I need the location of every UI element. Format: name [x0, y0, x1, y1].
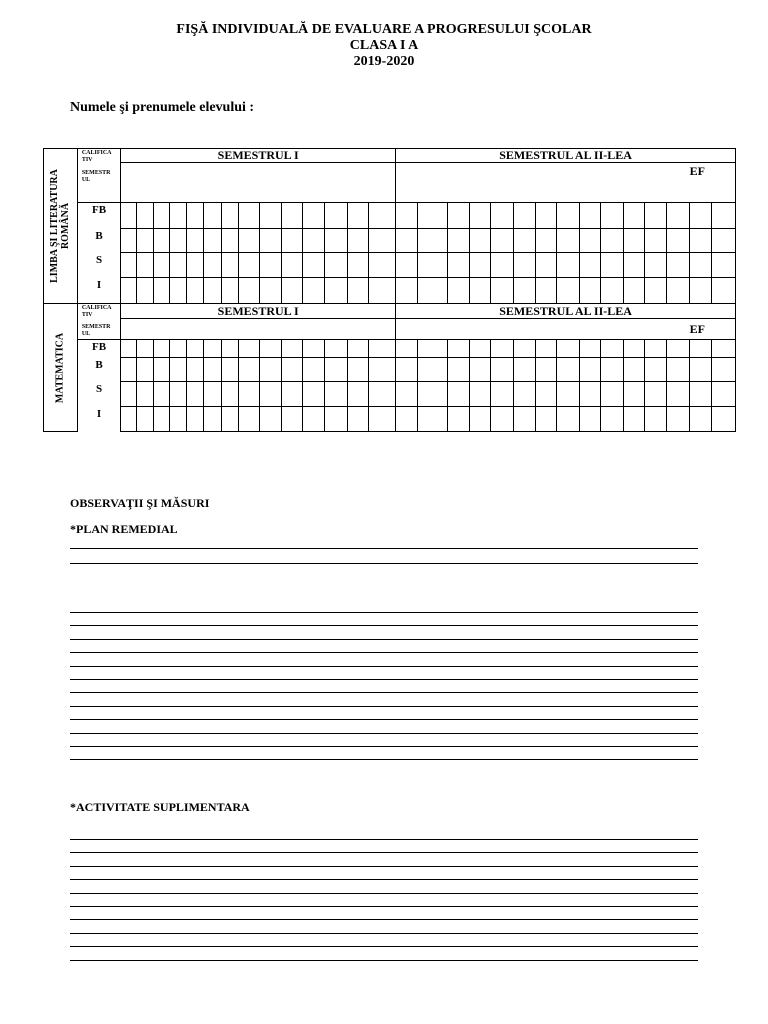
grade-cell[interactable] — [325, 407, 347, 432]
label-semestrul: SEMESTR UL — [81, 170, 111, 183]
semester-2-header: SEMESTRUL AL II-LEA — [396, 149, 736, 163]
grade-cell[interactable] — [601, 229, 623, 253]
grade-cell[interactable] — [712, 358, 736, 382]
grade-cell[interactable] — [368, 358, 396, 382]
subject-name — [44, 304, 78, 432]
grade-cell[interactable] — [690, 278, 712, 304]
grade-cell[interactable] — [303, 278, 325, 304]
grade-cell[interactable] — [259, 229, 281, 253]
writing-line[interactable] — [70, 866, 698, 867]
grade-cell[interactable] — [325, 278, 347, 304]
grade-cell[interactable] — [491, 340, 513, 358]
grade-cell[interactable] — [396, 203, 418, 229]
grade-cell[interactable] — [601, 382, 623, 407]
writing-line[interactable] — [70, 960, 698, 961]
grade-label-b: B — [77, 358, 120, 382]
grade-cell[interactable] — [368, 382, 396, 407]
subject-name-text — [55, 332, 66, 402]
grade-cell[interactable] — [259, 203, 281, 229]
grade-cell[interactable] — [470, 203, 491, 229]
grade-cell[interactable] — [203, 253, 221, 278]
grade-cell[interactable] — [221, 253, 238, 278]
grade-cell[interactable] — [556, 203, 579, 229]
writing-line[interactable] — [70, 706, 698, 707]
semester-1-blank — [121, 163, 396, 203]
subject-name-line-1: MATEMATICA — [54, 332, 66, 403]
grade-cell[interactable] — [121, 340, 137, 358]
grade-cell[interactable] — [221, 203, 238, 229]
grade-cell[interactable] — [137, 278, 154, 304]
grade-cell[interactable] — [137, 253, 154, 278]
grade-cell[interactable] — [281, 229, 302, 253]
writing-line[interactable] — [70, 639, 698, 640]
grade-cell[interactable] — [690, 253, 712, 278]
grade-cell[interactable] — [121, 229, 137, 253]
grade-cell[interactable] — [396, 407, 418, 432]
grade-cell[interactable] — [690, 358, 712, 382]
grade-cell[interactable] — [238, 253, 259, 278]
grade-cell[interactable] — [601, 340, 623, 358]
grade-cell[interactable] — [535, 382, 556, 407]
grade-label-i: I — [77, 278, 120, 304]
grade-cell[interactable] — [580, 358, 601, 382]
grade-cell[interactable] — [666, 253, 689, 278]
grade-cell[interactable] — [666, 407, 689, 432]
grade-cell[interactable] — [513, 340, 535, 358]
grade-cell[interactable] — [535, 278, 556, 304]
grade-cell[interactable] — [153, 253, 169, 278]
grade-cell[interactable] — [221, 340, 238, 358]
grade-cell[interactable] — [666, 203, 689, 229]
grade-cell[interactable] — [169, 253, 186, 278]
grade-cell[interactable] — [347, 253, 368, 278]
grade-cell[interactable] — [712, 253, 736, 278]
grade-cell[interactable] — [303, 340, 325, 358]
grade-cell[interactable] — [368, 407, 396, 432]
grade-label-s: S — [77, 382, 120, 407]
grade-cell[interactable] — [418, 253, 448, 278]
grade-cell[interactable] — [418, 229, 448, 253]
grade-cell[interactable] — [644, 278, 666, 304]
writing-line[interactable] — [70, 733, 698, 734]
grade-cell[interactable] — [580, 407, 601, 432]
grade-cell[interactable] — [535, 253, 556, 278]
grade-cell[interactable] — [238, 278, 259, 304]
grade-cell[interactable] — [470, 407, 491, 432]
grade-cell[interactable] — [556, 278, 579, 304]
grade-cell[interactable] — [447, 203, 469, 229]
grade-cell[interactable] — [513, 203, 535, 229]
grade-cell[interactable] — [281, 340, 302, 358]
grade-cell[interactable] — [623, 382, 644, 407]
grade-cell[interactable] — [712, 382, 736, 407]
grade-cell[interactable] — [556, 382, 579, 407]
grade-cell[interactable] — [203, 382, 221, 407]
grade-cell[interactable] — [418, 278, 448, 304]
grade-cell[interactable] — [556, 358, 579, 382]
grade-cell[interactable] — [186, 340, 203, 358]
grade-cell[interactable] — [690, 340, 712, 358]
grade-cell[interactable] — [712, 407, 736, 432]
grade-cell[interactable] — [169, 229, 186, 253]
grade-cell[interactable] — [303, 203, 325, 229]
subject-name — [44, 149, 78, 304]
subject-table-romanian — [43, 148, 736, 304]
grade-cell[interactable] — [601, 278, 623, 304]
grade-cell[interactable] — [666, 278, 689, 304]
grade-cell[interactable] — [601, 358, 623, 382]
grade-cell[interactable] — [580, 253, 601, 278]
grade-cell[interactable] — [153, 229, 169, 253]
grade-cell[interactable] — [347, 358, 368, 382]
grade-cell[interactable] — [513, 229, 535, 253]
grade-cell[interactable] — [396, 382, 418, 407]
grade-cell[interactable] — [666, 358, 689, 382]
writing-line[interactable] — [70, 746, 698, 747]
grade-cell[interactable] — [690, 229, 712, 253]
semester-1-header: SEMESTRUL I — [121, 304, 396, 319]
grade-cell[interactable] — [368, 253, 396, 278]
student-name-label: Numele şi prenumele elevului : — [70, 100, 255, 115]
grade-cell[interactable] — [601, 407, 623, 432]
grade-cell[interactable] — [259, 358, 281, 382]
writing-line[interactable] — [70, 839, 698, 840]
grade-cell[interactable] — [666, 229, 689, 253]
grade-cell[interactable] — [396, 253, 418, 278]
writing-line[interactable] — [70, 893, 698, 894]
grade-cell[interactable] — [623, 340, 644, 358]
grade-cell[interactable] — [238, 407, 259, 432]
grade-cell[interactable] — [153, 340, 169, 358]
grade-cell[interactable] — [221, 407, 238, 432]
grade-cell[interactable] — [556, 340, 579, 358]
grade-cell[interactable] — [169, 382, 186, 407]
grade-cell[interactable] — [535, 340, 556, 358]
grade-cell[interactable] — [186, 382, 203, 407]
grade-cell[interactable] — [368, 278, 396, 304]
grade-cell[interactable] — [491, 358, 513, 382]
grade-cell[interactable] — [325, 253, 347, 278]
grade-cell[interactable] — [153, 382, 169, 407]
grade-cell[interactable] — [580, 340, 601, 358]
grade-cell[interactable] — [580, 278, 601, 304]
grade-cell[interactable] — [690, 407, 712, 432]
writing-line[interactable] — [70, 933, 698, 934]
grade-cell[interactable] — [712, 203, 736, 229]
subject-name-line-1: LIMBA ŞI LITERATURA — [49, 169, 61, 283]
grade-cell[interactable] — [259, 340, 281, 358]
grade-cell[interactable] — [186, 278, 203, 304]
grade-cell[interactable] — [169, 407, 186, 432]
grade-cell[interactable] — [690, 382, 712, 407]
grade-cell[interactable] — [203, 358, 221, 382]
grade-cell[interactable] — [303, 253, 325, 278]
grade-cell[interactable] — [368, 340, 396, 358]
grade-cell[interactable] — [303, 407, 325, 432]
plan-remedial-label: *PLAN REMEDIAL — [70, 522, 178, 536]
grade-label-b: B — [77, 229, 120, 253]
grade-cell[interactable] — [169, 358, 186, 382]
grade-cell[interactable] — [580, 382, 601, 407]
writing-line[interactable] — [70, 759, 698, 760]
grade-cell[interactable] — [325, 203, 347, 229]
grade-cell[interactable] — [447, 407, 469, 432]
grade-cell[interactable] — [325, 358, 347, 382]
writing-line[interactable] — [70, 879, 698, 880]
writing-line[interactable] — [70, 919, 698, 920]
grade-cell[interactable] — [368, 203, 396, 229]
grade-cell[interactable] — [644, 340, 666, 358]
semester-2-header: SEMESTRUL AL II-LEA — [396, 304, 736, 319]
grade-cell[interactable] — [623, 203, 644, 229]
grade-cell[interactable] — [186, 253, 203, 278]
grade-cell[interactable] — [580, 229, 601, 253]
grade-cell[interactable] — [281, 382, 302, 407]
grade-cell[interactable] — [347, 340, 368, 358]
grade-cell[interactable] — [447, 253, 469, 278]
grade-cell[interactable] — [666, 340, 689, 358]
grade-cell[interactable] — [238, 340, 259, 358]
title-line-1: FIŞĂ INDIVIDUALĂ DE EVALUARE A PROGRESULUI ŞCOLAR — [176, 22, 592, 37]
grade-cell[interactable] — [121, 382, 137, 407]
grade-cell[interactable] — [666, 382, 689, 407]
grade-cell[interactable] — [535, 203, 556, 229]
writing-line[interactable] — [70, 679, 698, 680]
subject-name-line-2: ROMÂNĂ — [60, 202, 72, 250]
writing-line[interactable] — [70, 692, 698, 693]
grade-cell[interactable] — [535, 407, 556, 432]
writing-line[interactable] — [70, 719, 698, 720]
grade-cell[interactable] — [623, 253, 644, 278]
grade-cell[interactable] — [644, 203, 666, 229]
grade-cell[interactable] — [186, 229, 203, 253]
grade-cell[interactable] — [623, 358, 644, 382]
grade-cell[interactable] — [347, 407, 368, 432]
grade-cell[interactable] — [418, 407, 448, 432]
grade-cell[interactable] — [137, 358, 154, 382]
grade-cell[interactable] — [513, 253, 535, 278]
grade-cell[interactable] — [470, 382, 491, 407]
semester-1-blank — [121, 319, 396, 340]
grade-cell[interactable] — [580, 203, 601, 229]
grade-cell[interactable] — [281, 253, 302, 278]
grade-cell[interactable] — [418, 203, 448, 229]
grade-cell[interactable] — [186, 358, 203, 382]
final-evaluation-label: EF — [396, 163, 736, 203]
grade-cell[interactable] — [238, 203, 259, 229]
grade-cell[interactable] — [396, 358, 418, 382]
grade-label-fb: FB — [77, 340, 120, 358]
grade-cell[interactable] — [644, 407, 666, 432]
grade-cell[interactable] — [137, 382, 154, 407]
grade-cell[interactable] — [137, 340, 154, 358]
grade-cell[interactable] — [347, 278, 368, 304]
grade-cell[interactable] — [281, 278, 302, 304]
grade-cell[interactable] — [221, 358, 238, 382]
grade-cell[interactable] — [513, 407, 535, 432]
grade-cell[interactable] — [238, 382, 259, 407]
row-label-cell — [77, 149, 120, 203]
grade-cell[interactable] — [447, 382, 469, 407]
grade-cell[interactable] — [513, 382, 535, 407]
grade-cell[interactable] — [221, 229, 238, 253]
label-calificativ: CALIFICA TIV — [81, 150, 112, 163]
grade-cell[interactable] — [303, 229, 325, 253]
writing-line[interactable] — [70, 625, 698, 626]
grade-label-s: S — [77, 253, 120, 278]
grade-cell[interactable] — [325, 229, 347, 253]
writing-line[interactable] — [70, 652, 698, 653]
grade-cell[interactable] — [712, 278, 736, 304]
grade-cell[interactable] — [121, 278, 137, 304]
grade-cell[interactable] — [303, 382, 325, 407]
writing-line[interactable] — [70, 852, 698, 853]
grade-cell[interactable] — [470, 340, 491, 358]
writing-line[interactable] — [70, 946, 698, 947]
grade-cell[interactable] — [644, 229, 666, 253]
grade-cell[interactable] — [644, 358, 666, 382]
grade-cell[interactable] — [325, 382, 347, 407]
grade-cell[interactable] — [203, 203, 221, 229]
grade-cell[interactable] — [221, 382, 238, 407]
grade-cell[interactable] — [535, 358, 556, 382]
grade-cell[interactable] — [418, 382, 448, 407]
grade-cell[interactable] — [153, 358, 169, 382]
grade-cell[interactable] — [447, 278, 469, 304]
grade-cell[interactable] — [169, 278, 186, 304]
label-calificativ: CALIFICA TIV — [81, 305, 112, 318]
grade-cell[interactable] — [186, 407, 203, 432]
subject-name-text — [49, 169, 71, 283]
grade-cell[interactable] — [137, 229, 154, 253]
final-evaluation-label: EF — [396, 319, 736, 340]
grade-cell[interactable] — [396, 340, 418, 358]
grade-cell[interactable] — [121, 358, 137, 382]
grade-cell[interactable] — [259, 407, 281, 432]
grade-cell[interactable] — [535, 229, 556, 253]
writing-line[interactable] — [70, 666, 698, 667]
grade-cell[interactable] — [556, 253, 579, 278]
grade-cell[interactable] — [203, 407, 221, 432]
grade-cell[interactable] — [396, 229, 418, 253]
grade-cell[interactable] — [447, 229, 469, 253]
grade-cell[interactable] — [203, 340, 221, 358]
grade-cell[interactable] — [121, 253, 137, 278]
grade-cell[interactable] — [203, 278, 221, 304]
grade-cell[interactable] — [470, 358, 491, 382]
grade-cell[interactable] — [556, 407, 579, 432]
grade-cell[interactable] — [447, 358, 469, 382]
grade-cell[interactable] — [556, 229, 579, 253]
grade-cell[interactable] — [303, 358, 325, 382]
grade-cell[interactable] — [491, 253, 513, 278]
grade-cell[interactable] — [644, 253, 666, 278]
grade-cell[interactable] — [623, 229, 644, 253]
grade-cell[interactable] — [601, 203, 623, 229]
grade-cell[interactable] — [491, 382, 513, 407]
writing-line[interactable] — [70, 563, 698, 564]
grade-cell[interactable] — [690, 203, 712, 229]
grade-cell[interactable] — [186, 203, 203, 229]
grade-cell[interactable] — [347, 229, 368, 253]
title-line-2: CLASA I A — [349, 38, 419, 53]
grade-cell[interactable] — [238, 229, 259, 253]
grade-cell[interactable] — [203, 229, 221, 253]
label-semestrul: SEMESTR UL — [81, 324, 111, 337]
grade-cell[interactable] — [259, 253, 281, 278]
writing-line[interactable] — [70, 612, 698, 613]
grade-cell[interactable] — [347, 382, 368, 407]
grade-cell[interactable] — [418, 340, 448, 358]
grade-cell[interactable] — [259, 278, 281, 304]
grade-label-fb: FB — [77, 203, 120, 229]
grade-cell[interactable] — [137, 203, 154, 229]
grade-cell[interactable] — [121, 407, 137, 432]
grade-cell[interactable] — [396, 278, 418, 304]
grade-cell[interactable] — [153, 278, 169, 304]
grade-cell[interactable] — [169, 340, 186, 358]
grade-cell[interactable] — [137, 407, 154, 432]
grade-cell[interactable] — [491, 229, 513, 253]
grade-cell[interactable] — [470, 253, 491, 278]
activitate-suplimentara-label: *ACTIVITATE SUPLIMENTARA — [70, 800, 250, 814]
grade-cell[interactable] — [281, 407, 302, 432]
grade-cell[interactable] — [447, 340, 469, 358]
grade-cell[interactable] — [470, 278, 491, 304]
grade-cell[interactable] — [281, 203, 302, 229]
grade-cell[interactable] — [259, 382, 281, 407]
grade-cell[interactable] — [491, 278, 513, 304]
grade-cell[interactable] — [418, 358, 448, 382]
observations-title: OBSERVAŢII ŞI MĂSURI — [70, 496, 210, 510]
grade-cell[interactable] — [623, 278, 644, 304]
grade-label-i: I — [77, 407, 120, 432]
grade-cell[interactable] — [325, 340, 347, 358]
row-label-cell — [77, 304, 120, 340]
grade-cell[interactable] — [491, 203, 513, 229]
grade-cell[interactable] — [644, 382, 666, 407]
grade-cell[interactable] — [712, 229, 736, 253]
grade-cell[interactable] — [470, 229, 491, 253]
writing-line[interactable] — [70, 548, 698, 549]
grade-cell[interactable] — [347, 203, 368, 229]
grade-cell[interactable] — [513, 358, 535, 382]
document-title — [0, 22, 768, 70]
title-line-3: 2019-2020 — [353, 54, 415, 69]
grade-cell[interactable] — [238, 358, 259, 382]
grade-cell[interactable] — [513, 278, 535, 304]
grade-cell[interactable] — [221, 278, 238, 304]
grade-cell[interactable] — [169, 203, 186, 229]
grade-cell[interactable] — [491, 407, 513, 432]
grade-cell[interactable] — [281, 358, 302, 382]
semester-1-header: SEMESTRUL I — [121, 149, 396, 163]
grade-cell[interactable] — [153, 203, 169, 229]
writing-line[interactable] — [70, 906, 698, 907]
subject-table-math — [43, 303, 736, 432]
grade-cell[interactable] — [153, 407, 169, 432]
grade-cell[interactable] — [121, 203, 137, 229]
grade-cell[interactable] — [368, 229, 396, 253]
grade-cell[interactable] — [623, 407, 644, 432]
grade-cell[interactable] — [712, 340, 736, 358]
grade-cell[interactable] — [601, 253, 623, 278]
